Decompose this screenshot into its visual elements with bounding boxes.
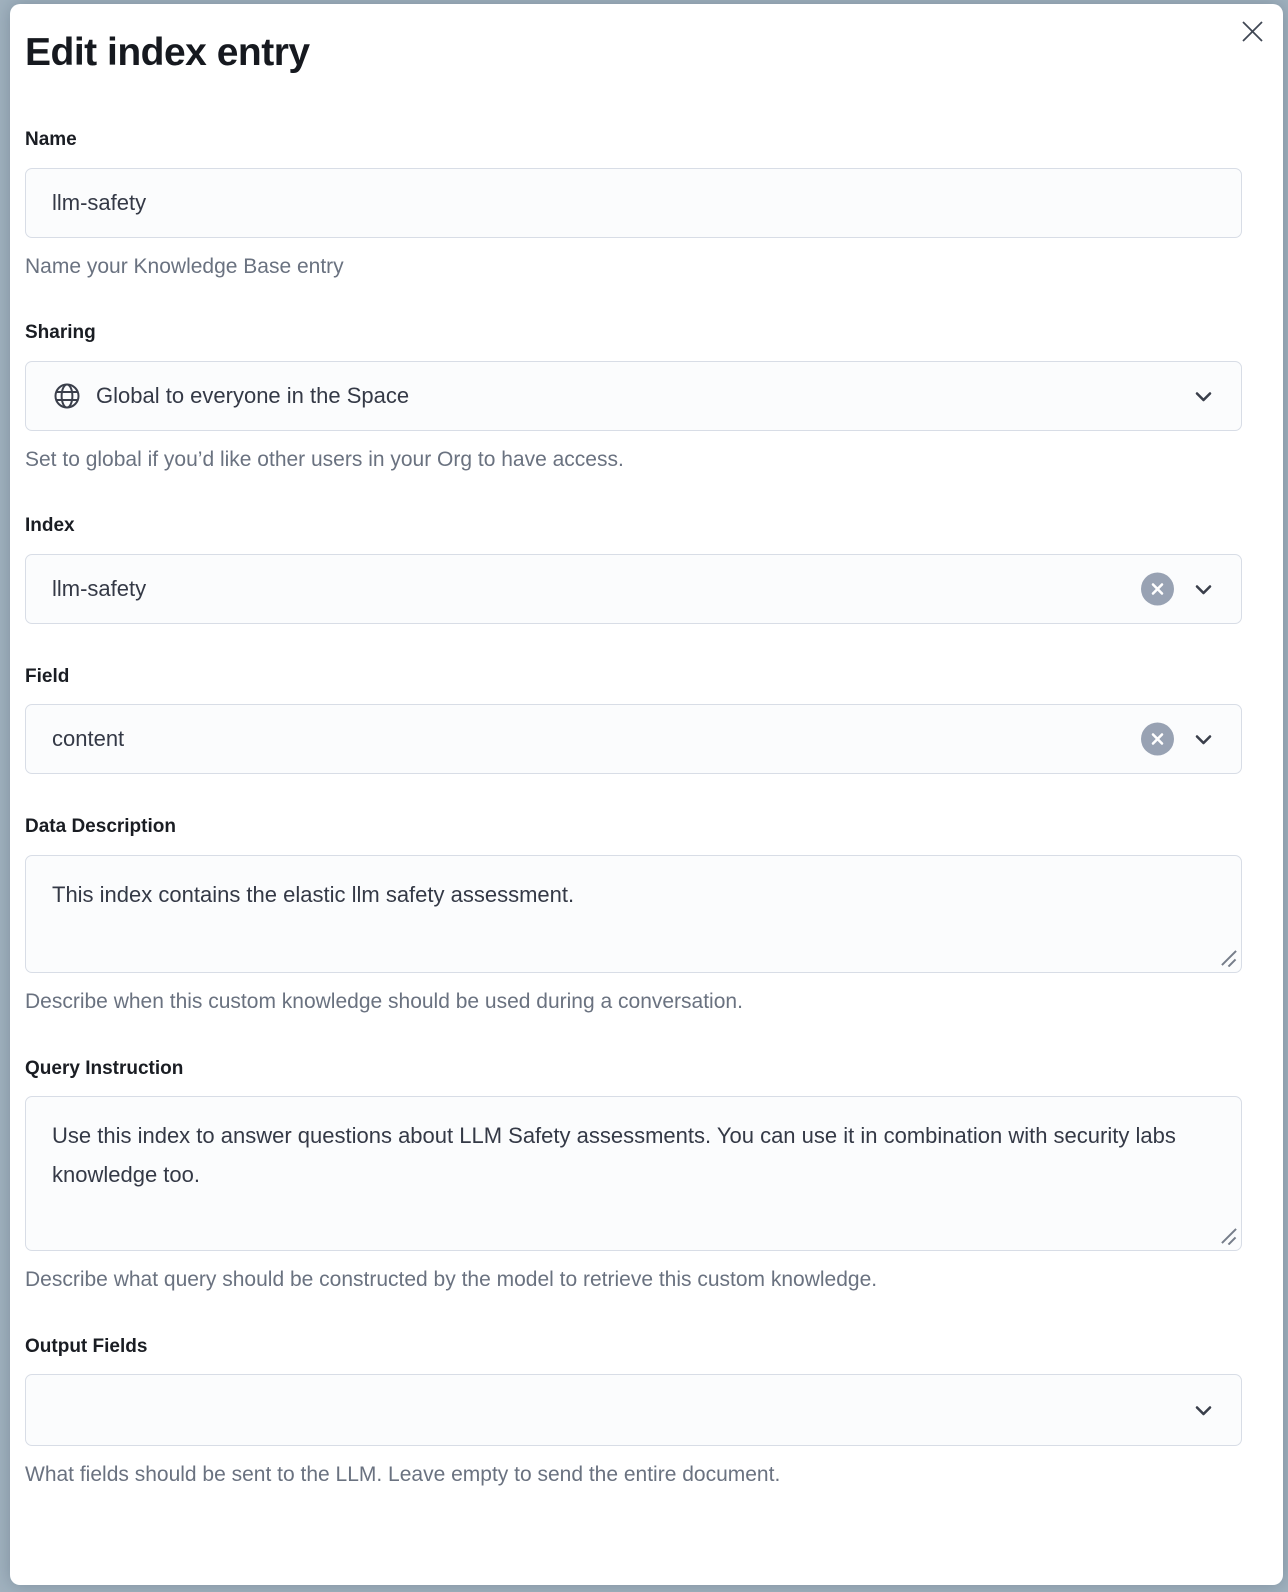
query-instruction-help-text: Describe what query should be constructed by the model to retrieve this custom knowledge.	[25, 1268, 878, 1292]
query-instruction-field-group	[25, 1058, 1242, 1294]
textarea-resize-handle[interactable]	[1220, 950, 1237, 967]
sharing-field-group	[25, 322, 1242, 473]
index-combobox[interactable]	[25, 554, 1242, 624]
chevron-down-icon	[1190, 726, 1217, 753]
field-selected-value: content	[52, 726, 125, 752]
name-field-group	[25, 129, 1242, 280]
textarea-resize-handle[interactable]	[1220, 1228, 1237, 1245]
chevron-down-icon	[1190, 575, 1217, 602]
globe-icon	[52, 381, 82, 411]
index-field-group	[25, 515, 1242, 624]
data-description-label: Data Description	[25, 816, 176, 838]
query-instruction-textarea[interactable]	[25, 1096, 1242, 1251]
data-description-textarea[interactable]	[25, 855, 1242, 973]
index-selected-value: llm-safety	[52, 575, 147, 601]
sharing-select[interactable]	[25, 361, 1242, 431]
field-clear-button[interactable]	[1141, 723, 1174, 756]
name-label: Name	[25, 128, 77, 150]
sharing-label: Sharing	[25, 321, 96, 343]
data-description-help-text: Describe when this custom knowledge should be used during a conversation.	[25, 990, 743, 1014]
name-input[interactable]	[25, 168, 1242, 238]
field-label: Field	[25, 665, 70, 687]
output-fields-combobox[interactable]	[25, 1374, 1242, 1446]
field-field-group	[25, 666, 1242, 775]
sharing-help-text: Set to global if you’d like other users in your Org to have access.	[25, 447, 624, 471]
circle-x-icon	[1150, 581, 1165, 596]
close-icon	[1241, 20, 1264, 43]
close-button[interactable]	[1233, 12, 1271, 50]
circle-x-icon	[1150, 732, 1165, 747]
index-label: Index	[25, 514, 75, 536]
output-fields-help-text: What fields should be sent to the LLM. Leave empty to send the entire document.	[25, 1463, 781, 1487]
page-title: Edit index entry	[25, 31, 310, 74]
chevron-down-icon	[1190, 1397, 1217, 1424]
index-clear-button[interactable]	[1141, 572, 1174, 605]
name-help-text: Name your Knowledge Base entry	[25, 254, 344, 278]
data-description-field-group	[25, 816, 1242, 1015]
edit-index-entry-dialog	[10, 4, 1283, 1585]
sharing-selected-value: Global to everyone in the Space	[96, 382, 410, 408]
output-fields-field-group	[25, 1336, 1242, 1489]
output-fields-label: Output Fields	[25, 1335, 148, 1357]
field-combobox[interactable]	[25, 704, 1242, 774]
query-instruction-label: Query Instruction	[25, 1057, 184, 1079]
chevron-down-icon	[1190, 382, 1217, 409]
